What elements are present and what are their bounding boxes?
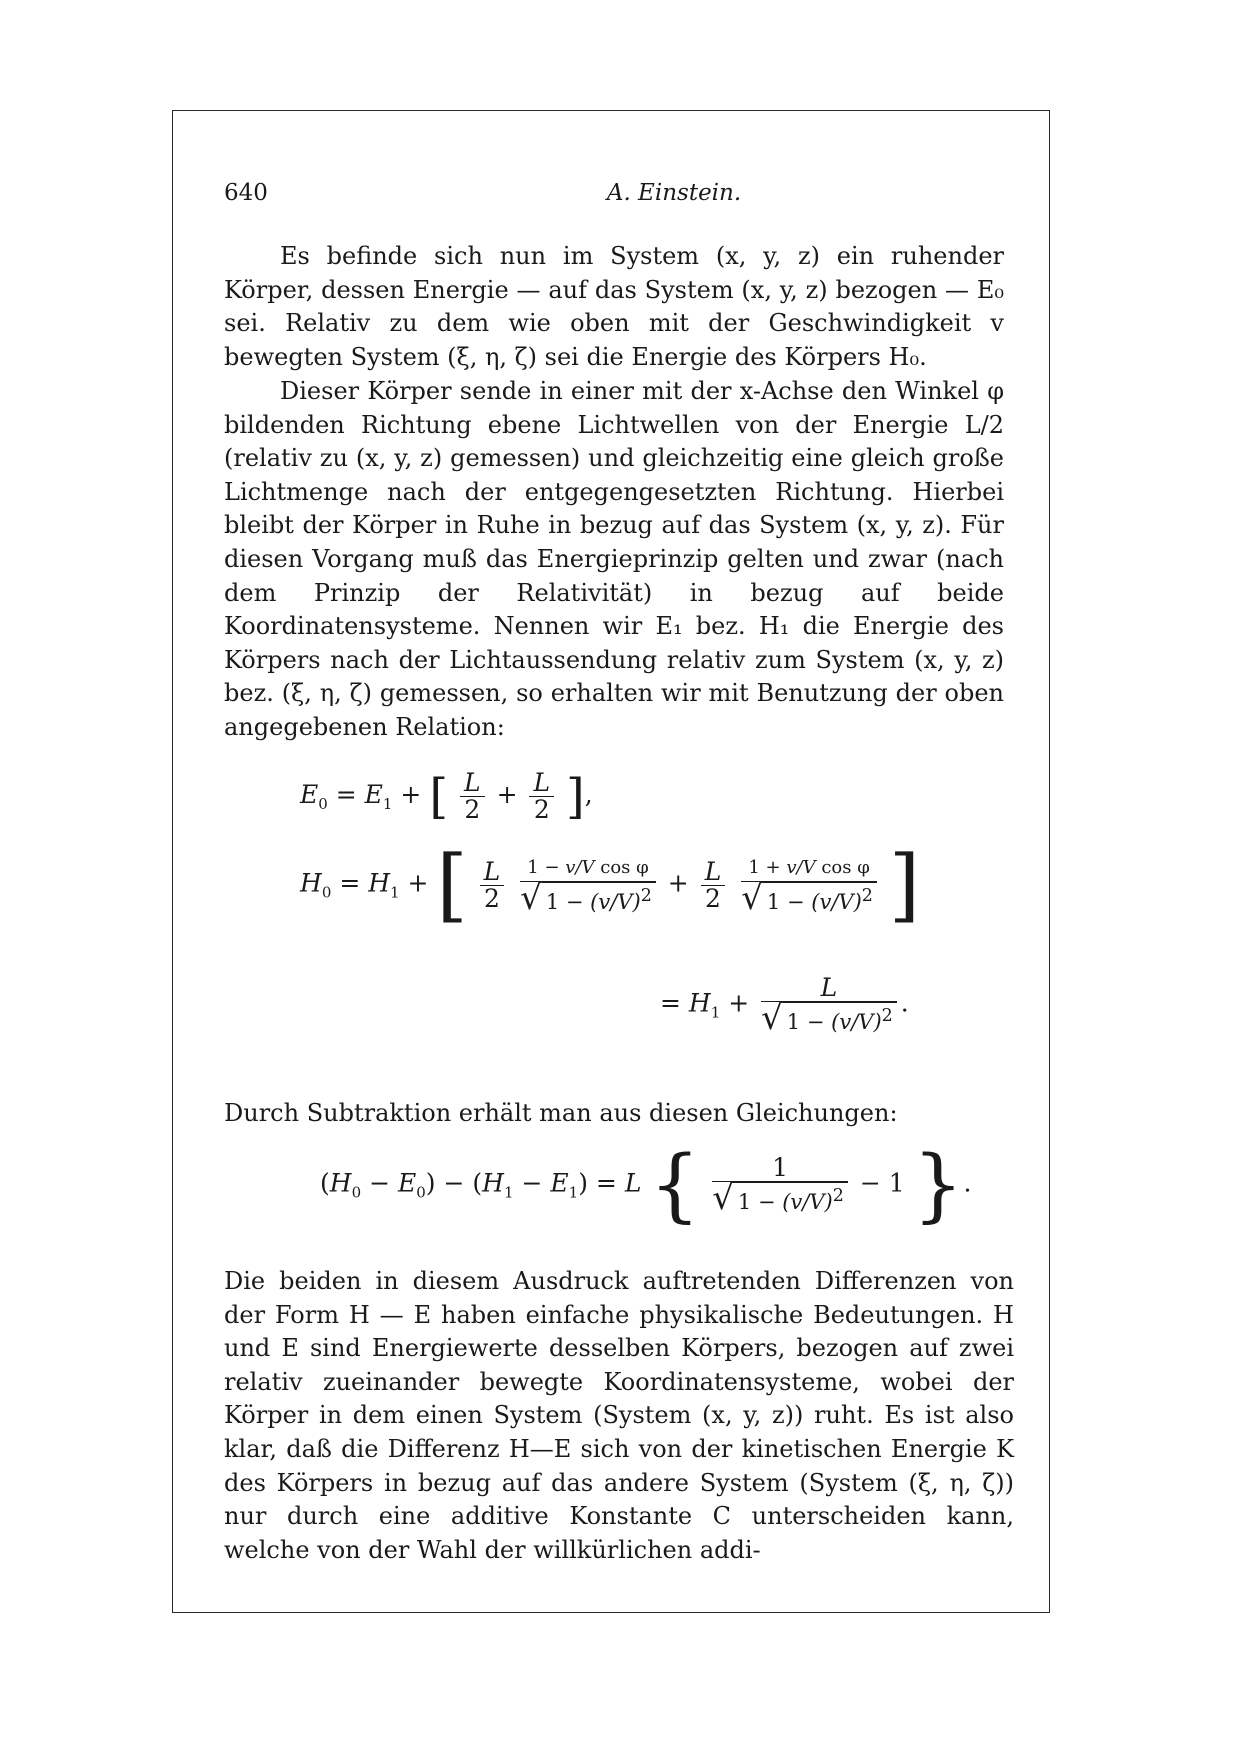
equation-energy-moving-simplified [660, 973, 909, 1038]
eq1-rel: = [335, 780, 357, 809]
eq1-end: , [584, 780, 593, 809]
eq2-doppler-b: $\frac{\text{1 + v/V cos φ}}{√ 1 - (v/V)^2}$ [741, 855, 877, 915]
eq1-term: E [364, 780, 383, 809]
eq3-term: H [688, 988, 711, 1018]
eq4-frac: $\frac{1}{√ 1 - (v/V)^2}$ [712, 1155, 848, 1215]
page-header [224, 180, 1024, 210]
eq3-rel: = [660, 988, 681, 1018]
eq3-end: . [900, 988, 909, 1018]
eq2-rel: = [339, 868, 361, 898]
eq1-plus: + [400, 780, 422, 809]
paragraph-3: Durch Subtraktion erhält man aus diesen Gleichungen: [224, 1099, 898, 1127]
eq2-plus: + [407, 868, 429, 898]
eq3-term-sub: 1 [710, 1003, 721, 1022]
eq2-term-sub: 1 [390, 883, 400, 902]
equation-energy-rest: $E_0 = E_1$ + [ $\frac{L}{2}$ + $\frac{L}{2}$ ], [300, 768, 593, 825]
eq1-plus-2: + [496, 780, 518, 809]
eq2-doppler-a: $\frac{\text{1 − v/V cos φ}}{√ 1 - (v/V)^2}$ [520, 855, 656, 915]
eq1-frac-a: $\frac{L}{2}$ [460, 770, 485, 823]
equation-energy-moving: $H_0 = H_1$ + [ $\frac{L}{2}$ $\frac{\text{1 − v/V cos φ}}{√ 1 - (v/V)^2}$ + $\frac{L}{2}$ $\frac{\text{1 + v/V cos φ}}{√ 1 - (v/V)^2}$ ] [300, 838, 921, 931]
eq3-plus: + [728, 988, 750, 1018]
eq1-term-sub: 1 [382, 795, 393, 813]
equation-difference: $(H_0 - E_0) - (H_1 - E_1) = L$ { $\frac{1}{√ 1 - (v/V)^2}$ − 1 }. [320, 1138, 972, 1231]
eq2-half-a: $\frac{L}{2}$ [480, 859, 505, 912]
running-title: A. Einstein. [606, 180, 742, 206]
eq1-frac-b: $\frac{L}{2}$ [529, 770, 554, 823]
paragraph-2: Dieser Körper sende in einer mit der x-Achse den Winkel φ bildenden Richtung ebene Lichtwellen von der Energie L/2 (relativ zu (x, y, z) gemessen) und gleichzeitig eine gleich große Lichtmenge nach der entgegengesetzten Richtung. Hierbei bleibt der Körper in Ruhe in bezug auf das System (x, y, z). Für diesen Vorgang muß das Energieprinzip gelten und zwar (nach dem Prinzip der Relativität) in bezug auf beide Koordinatensysteme. Nennen wir E₁ bez. H₁ die Energie des Körpers nach der Lichtaussendung relativ zum System (x, y, z) bez. (ξ, η, ζ) gemessen, so erhalten wir mit Benutzung der oben angegebenen Relation: [224, 377, 1004, 741]
eq2-lhs-sub: 0 [321, 883, 332, 902]
eq2-plus-2: + [667, 868, 689, 898]
eq2-lhs: H [300, 868, 322, 898]
paragraph-1: Es befinde sich nun im System (x, y, z) ein ruhender Körper, dessen Energie — auf das System (x, y, z) bezogen — E₀ sei. Relativ zu dem wie oben mit der Geschwindigkeit v bewegten System (ξ, η, ζ) sei die Energie des Körpers H₀. [224, 242, 1004, 371]
eq2-term: H [368, 868, 391, 898]
eq1-lhs-sub: 0 [318, 795, 328, 813]
eq2-half-b: $\frac{L}{2}$ [701, 859, 726, 912]
eq1-lhs: E [300, 780, 319, 809]
eq3-frac: $\frac{L}{√ 1 - (v/V)^2}$ [761, 975, 897, 1035]
paragraph-4: Die beiden in diesem Ausdruck auftretenden Differenzen von der Form H — E haben einfache physikalische Bedeutungen. H und E sind Energiewerte desselben Körpers, bezogen auf zwei relativ zueinander bewegte Koordinatensysteme, wobei der Körper in dem einen System (System (x, y, z)) ruht. Es ist also klar, daß die Differenz H—E sich von der kinetischen Energie K des Körpers in bezug auf das andere System (System (ξ, η, ζ)) nur durch eine additive Konstante C unterscheiden kann, welche von der Wahl der willkürlichen addi- [224, 1267, 1014, 1564]
page-number: 640 [224, 180, 268, 206]
